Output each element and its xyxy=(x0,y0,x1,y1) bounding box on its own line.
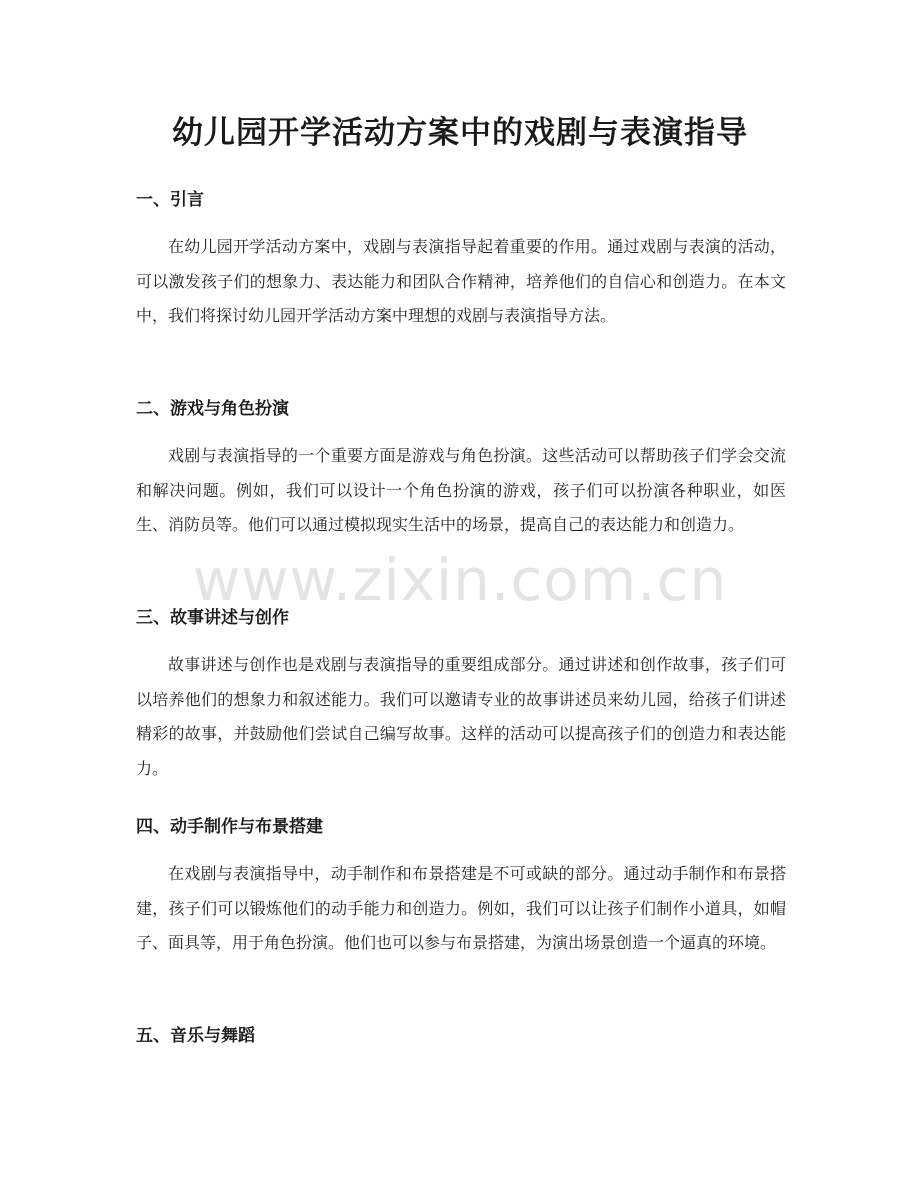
section-storytelling xyxy=(136,606,786,786)
section-paragraph: 在幼儿园开学活动方案中，戏剧与表演指导起着重要的作用。通过戏剧与表演的活动，可以激发孩子们的想象力、表达能力和团队合作精神，培养他们的自信心和创造力。在本文中，我们将探讨幼儿园开学活动方案中理想的戏剧与表演指导方法。 xyxy=(136,237,786,325)
section-heading: 三、故事讲述与创作 xyxy=(136,608,289,628)
section-heading: 五、音乐与舞蹈 xyxy=(136,1026,255,1046)
section-heading: 四、动手制作与布景搭建 xyxy=(136,817,323,837)
section-heading: 一、引言 xyxy=(136,190,204,210)
section-heading: 二、游戏与角色扮演 xyxy=(136,399,289,419)
document-title: 幼儿园开学活动方案中的戏剧与表演指导 xyxy=(172,115,748,151)
section-paragraph: 在戏剧与表演指导中，动手制作和布景搭建是不可或缺的部分。通过动手制作和布景搭建，孩子们可以锻炼他们的动手能力和创造力。例如，我们可以让孩子们制作小道具，如帽子、面具等，用于角色扮演。他们也可以参与布景搭建，为演出场景创造一个逼真的环境。 xyxy=(136,864,786,952)
section-paragraph: 戏剧与表演指导的一个重要方面是游戏与角色扮演。这些活动可以帮助孩子们学会交流和解决问题。例如，我们可以设计一个角色扮演的游戏，孩子们可以扮演各种职业，如医生、消防员等。他们可以通过模拟现实生活中的场景，提高自己的表达能力和创造力。 xyxy=(136,446,786,534)
section-games-role-play xyxy=(136,397,786,543)
section-introduction xyxy=(136,188,786,334)
section-paragraph: 故事讲述与创作也是戏剧与表演指导的重要组成部分。通过讲述和创作故事，孩子们可以培养他们的想象力和叙述能力。我们可以邀请专业的故事讲述员来幼儿园，给孩子们讲述精彩的故事，并鼓励他们尝试自己编写故事。这样的活动可以提高孩子们的创造力和表达能力。 xyxy=(136,655,786,778)
section-music-dance xyxy=(136,1024,786,1048)
watermark: www.zixin.com.cn xyxy=(192,546,728,614)
section-handcraft-scenery xyxy=(136,815,786,961)
